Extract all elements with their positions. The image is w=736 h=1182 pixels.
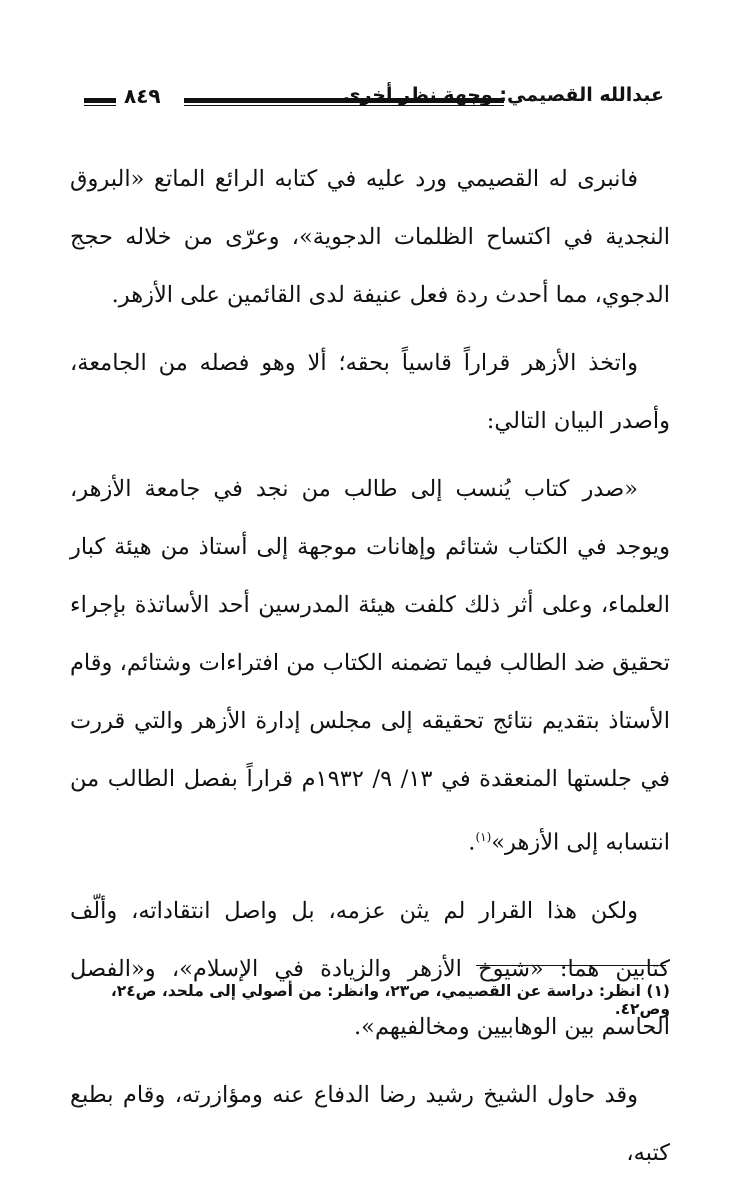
running-title: عبدالله القصيمي: وجهة نظر أخرى xyxy=(343,84,664,106)
footnote-separator xyxy=(476,965,666,966)
header-rule xyxy=(184,98,504,106)
paragraph-quote: «صدر كتاب يُنسب إلى طالب من نجد في جامعة الأزهر، ويوجد في الكتاب شتائم وإهانات موجهة إلى أستاذ من هيئة كبار العلماء، وعلى أثر ذلك كلفت هيئة المدرسين أحد الأساتذة بإجراء تحقيق ضد الطالب فيما تضمنه الكتاب من افتراءات وشتائم، وقام الأستاذ بتقديم نتائج تحقيقه إلى مجلس إدارة الأزهر والتي قررت في جلستها المنعقدة في ١٣/ ٩/ ١٩٣٢م قراراً بفصل الطالب من انتسابه إلى الأزهر»$^{(١)}$. xyxy=(70,476,671,856)
quote-text: «صدر كتاب يُنسب إلى طالب من نجد في جامعة الأزهر، ويوجد في الكتاب شتائم وإهانات موجهة إلى أستاذ من هيئة كبار العلماء، وعلى أثر ذلك كلفت هيئة المدرسين أحد الأساتذة بإجراء تحقيق ضد الطالب فيما تضمنه الكتاب من افتراءات وشتائم، وقام الأستاذ بتقديم نتائج تحقيقه إلى مجلس إدارة الأزهر والتي قررت في جلستها المنعقدة في ١٣/ ٩/ ١٩٣٢م قراراً بفصل الطالب من انتسابه إلى الأزهر» xyxy=(70,476,671,856)
footnote-reference: (١) xyxy=(475,830,492,844)
paragraph-2: واتخذ الأزهر قراراً قاسياً بحقه؛ ألا وهو فصله من الجامعة، وأصدر البيان التالي: xyxy=(70,350,670,434)
page-header xyxy=(84,84,664,118)
header-rule-short xyxy=(84,98,116,106)
page-number: ٨٤٩ xyxy=(124,84,161,108)
footnote: (١) انظر: دراسة عن القصيمي، ص٢٣، وانظر: من أصولي إلى ملحد، ص٢٤، وص٤٢. xyxy=(110,982,670,1018)
paragraph-4: ولكن هذا القرار لم يثن عزمه، بل واصل انتقاداته، وألّف كتابين هما: «شيوخ الأزهر والزيادة في الإسلام»، و«الفصل الحاسم بين الوهابيين ومخالفيهم». xyxy=(70,897,670,1040)
body-text xyxy=(70,150,670,1182)
paragraph-5: وقد حاول الشيخ رشيد رضا الدفاع عنه ومؤازرته، وقام بطبع كتبه، xyxy=(70,1081,670,1166)
paragraph-1: فانبرى له القصيمي ورد عليه في كتابه الرائع الماتع «البروق النجدية في اكتساح الظلمات الدجوية»، وعرّى من خلاله حجج الدجوي، مما أحدث ردة فعل عنيفة لدى القائمين على الأزهر. xyxy=(70,166,670,308)
